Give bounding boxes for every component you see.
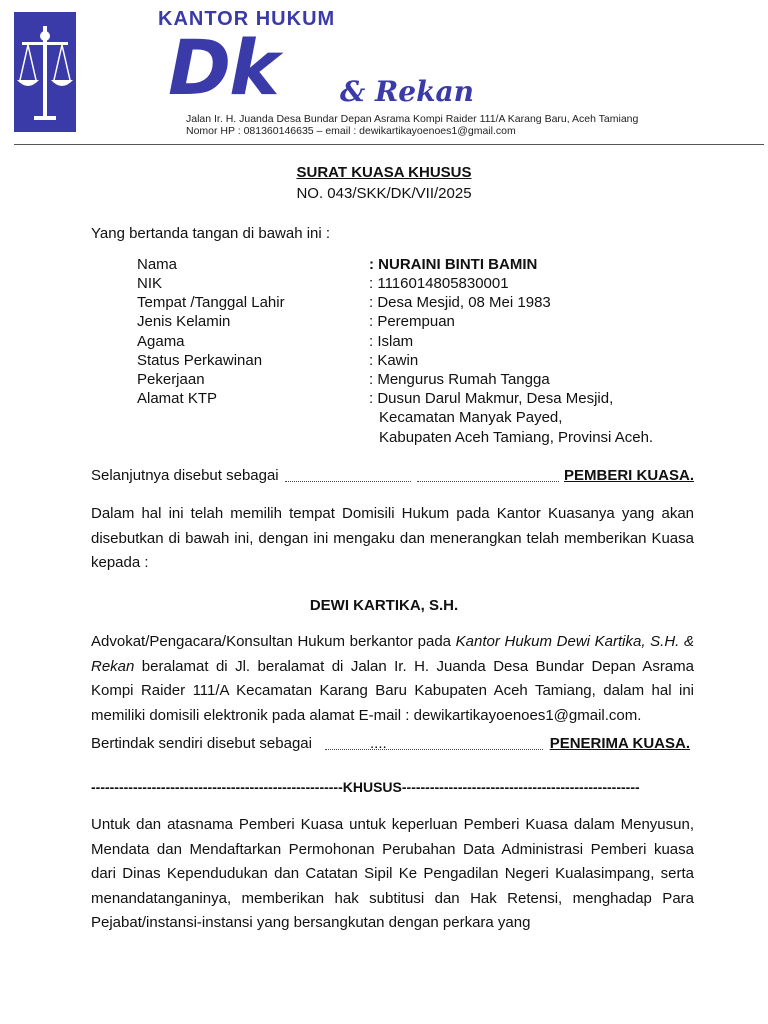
field-label: Nama bbox=[137, 256, 178, 273]
field-value: : Perempuan bbox=[369, 313, 455, 330]
pemberi-kuasa-line bbox=[91, 466, 694, 485]
para2-text: beralamat di Jl. beralamat di Jalan Ir. H. Juanda Desa Bundar Depan Asrama Kompi Raider 111/A Kecamatan Karang Baru Kabupaten Aceh Tamiang, dalam hal ini memiliki domisili elektronik pada alamat E-mail : dewikartikayoenoes1@gmail.com. bbox=[91, 657, 694, 724]
penerima-prefix: Bertindak sendiri disebut sebagai bbox=[91, 735, 312, 752]
field-label: Status Perkawinan bbox=[137, 352, 263, 369]
recipient-name: DEWI KARTIKA, S.H. bbox=[309, 597, 459, 614]
pemberi-role: PEMBERI KUASA. bbox=[563, 467, 694, 484]
field-value: : Mengurus Rumah Tangga bbox=[369, 371, 550, 388]
penerima-role: PENERIMA KUASA. bbox=[549, 735, 690, 752]
para2-office-name: Kantor Hukum Dewi Kartika, S.H. & Rekan bbox=[91, 633, 694, 675]
field-label: Jenis Kelamin bbox=[137, 313, 231, 330]
contact-line: Nomor HP : 081360146635 – email : dewikartikayoenoes1@gmail.com bbox=[186, 125, 516, 137]
khusus-divider: ------------------------------------------------------KHUSUS--------------------------------------------------- bbox=[91, 779, 640, 795]
paragraph-khusus: Untuk dan atasnama Pemberi Kuasa untuk keperluan Pemberi Kuasa dalam Menyusun, Mendata dan Mendaftarkan Permohonan Perubahan Data Administrasi Pemberi kuasa dari Dinas Kependudukan dan Catatan Sipil Ke Pengadilan Negeri Kualasimpang, serta menandatanganinya, memberikan hak subtitusi dan Hak Retensi, menghadap Para Pejabat/instansi-instansi yang bersangkutan dengan perkara yang bbox=[91, 816, 694, 931]
address-continuation: Kabupaten Aceh Tamiang, Provinsi Aceh. bbox=[379, 429, 654, 446]
para2-text: Advokat/Pengacara/Konsultan Hukum berkantor pada bbox=[91, 633, 456, 650]
field-value: : Desa Mesjid, 08 Mei 1983 bbox=[369, 294, 551, 311]
letterhead-title: KANTOR HUKUM bbox=[158, 8, 336, 30]
field-value: : Islam bbox=[369, 333, 414, 350]
dotted-leader bbox=[417, 466, 559, 482]
field-value: : NURAINI BINTI BAMIN bbox=[369, 256, 538, 273]
field-value: : Dusun Darul Makmur, Desa Mesjid, bbox=[369, 390, 614, 407]
field-value: : Kawin bbox=[369, 352, 419, 369]
dotted-leader bbox=[285, 466, 411, 482]
pemberi-prefix: Selanjutnya disebut sebagai bbox=[91, 467, 279, 484]
field-label: Tempat /Tanggal Lahir bbox=[137, 294, 285, 311]
document-number: NO. 043/SKK/DK/VII/2025 bbox=[296, 185, 472, 202]
letterhead-divider bbox=[14, 144, 764, 145]
dotted-leader bbox=[325, 734, 543, 750]
field-label: Pekerjaan bbox=[137, 371, 205, 388]
address-continuation: Kecamatan Manyak Payed, bbox=[379, 409, 563, 426]
penerima-dots: .... bbox=[370, 735, 387, 752]
letterhead-address bbox=[186, 113, 638, 137]
intro-text: Yang bertanda tangan di bawah ini : bbox=[91, 225, 331, 242]
field-label: Alamat KTP bbox=[137, 390, 218, 407]
document-title: SURAT KUASA KHUSUS bbox=[296, 164, 472, 181]
field-label: Agama bbox=[137, 333, 185, 350]
field-label: NIK bbox=[137, 275, 163, 292]
address-line: Jalan Ir. H. Juanda Desa Bundar Depan Asrama Kompi Raider 111/A Karang Baru, Aceh Tamiang bbox=[186, 113, 639, 125]
scales-of-justice-logo bbox=[14, 12, 76, 132]
paragraph-domisili: Dalam hal ini telah memilih tempat Domisili Hukum pada Kantor Kuasanya yang akan disebutkan di bawah ini, dengan ini mengaku dan menerangkan telah memberikan Kuasa kepada : bbox=[91, 505, 694, 571]
letterhead-brand: Dk bbox=[168, 23, 278, 112]
paragraph-advokat bbox=[91, 630, 694, 728]
letterhead-brand-suffix: & Rekan bbox=[340, 75, 475, 108]
scales-icon bbox=[14, 12, 76, 132]
penerima-kuasa-line bbox=[91, 734, 694, 753]
field-value: : 1116014805830001 bbox=[369, 275, 509, 292]
